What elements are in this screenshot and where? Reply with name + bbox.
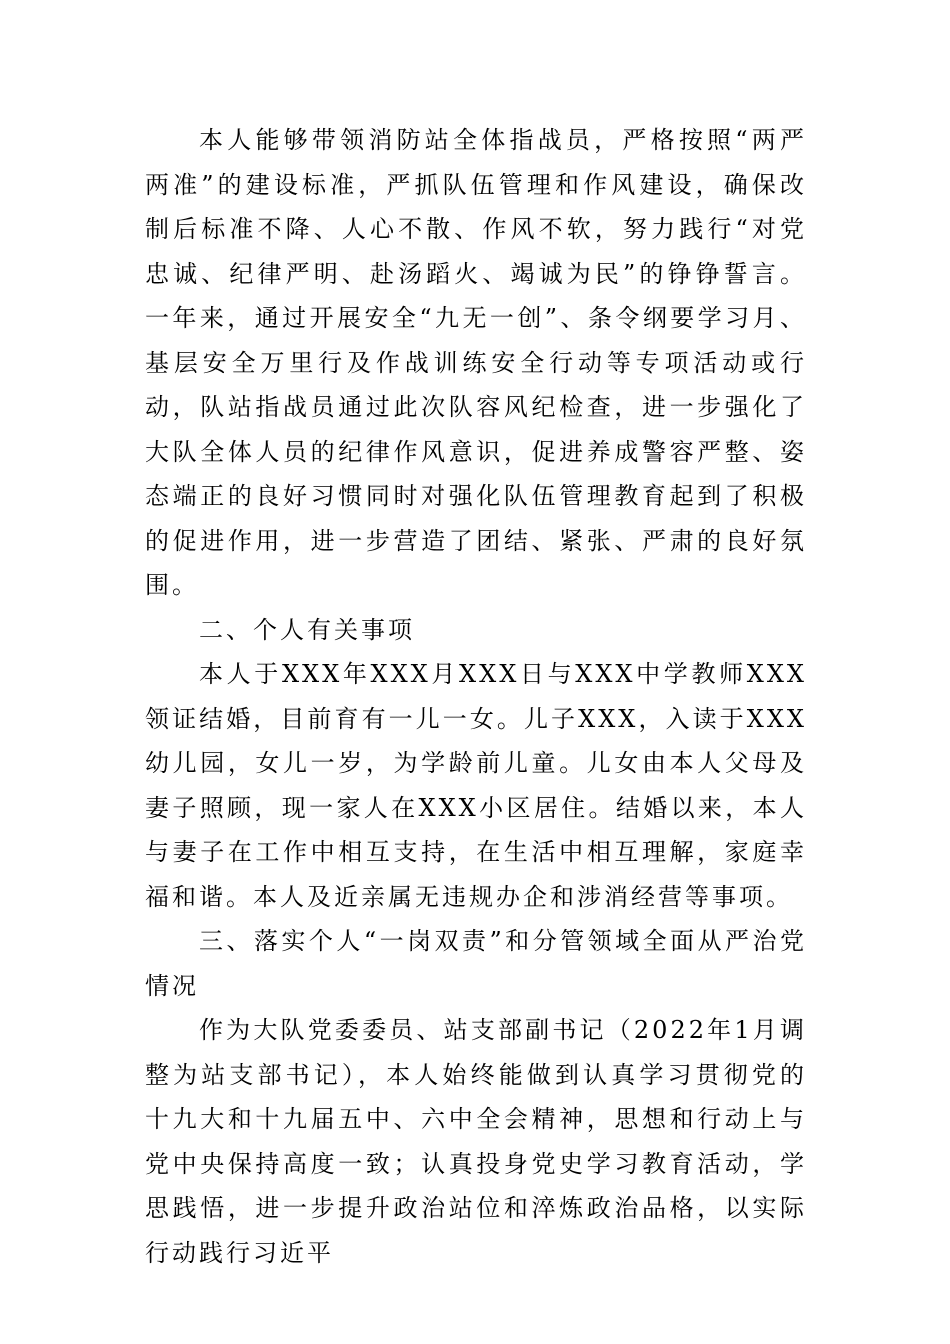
paragraph-discipline: 本人能够带领消防站全体指战员，严格按照“两严两准”的建设标准，严抓队伍管理和作风建设，确保改制后标准不降、人心不散、作风不软，努力践行“对党忠诚、纪律严明、赴汤蹈火、竭诚为民”的铮铮誓言。一年来，通过开展安全“九无一创”、条令纲要学习月、基层安全万里行及作战训练安全行动等专项活动或行动，队站指战员通过此次队容风纪检查，进一步强化了大队全体人员的纪律作风意识，促进养成警容严整、姿态端正的良好习惯同时对强化队伍管理教育起到了积极的促进作用，进一步营造了团结、紧张、严肃的良好氛围。 [145, 126, 807, 599]
paragraph-personal-matters: 本人于XXX年XXX月XXX日与XXX中学教师XXX领证结婚，目前育有一儿一女。儿子XXX，入读于XXX幼儿园，女儿一岁，为学龄前儿童。儿女由本人父母及妻子照顾，现一家人在XXX小区居住。结婚以来，本人与妻子在工作中相互支持，在生活中相互理解，家庭幸福和谐。本人及近亲属无违规办企和涉消经营等事项。 [145, 660, 807, 911]
paragraph-party-responsibility: 作为大队党委委员、站支部副书记（2022年1月调整为站支部书记），本人始终能做到认真学习贯彻党的十九大和十九届五中、六中全会精神，思想和行动上与党中央保持高度一致；认真投身党史学习教育活动，学思践悟，进一步提升政治站位和淬炼政治品格，以实际行动践行习近平 [145, 1016, 807, 1267]
document-body [145, 118, 807, 1275]
section-heading-personal-matters: 二、个人有关事项 [199, 615, 415, 644]
section-heading-party-responsibility: 三、落实个人“一岗双责”和分管领域全面从严治党情况 [145, 927, 807, 1000]
